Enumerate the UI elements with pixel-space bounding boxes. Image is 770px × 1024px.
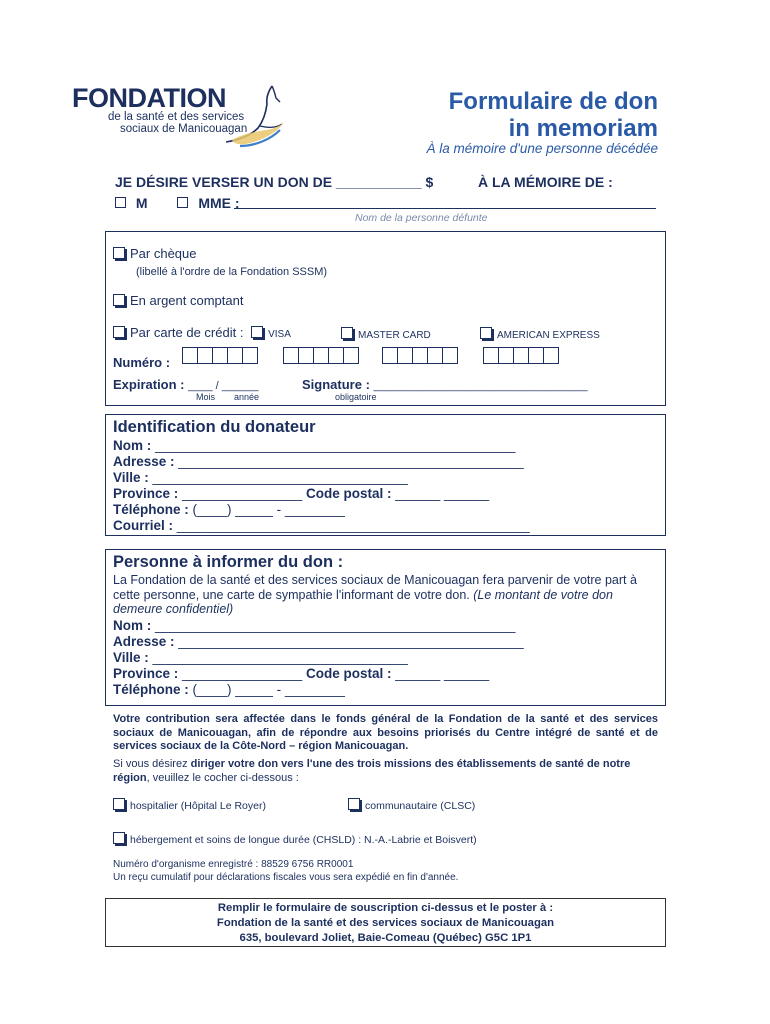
community-option[interactable] [348,798,475,812]
mr-label: M [135,195,148,211]
amex-checkbox[interactable] [480,327,492,339]
donor-postal-label: Code postal : [305,486,392,501]
month-caption: Mois [196,392,216,402]
donor-postal-field[interactable]: ______ ______ [395,486,490,501]
direct-bold: diriger votre don vers l'une des trois missions des établissements de santé de notre région [113,758,631,784]
card-option[interactable] [113,325,291,340]
donor-email-label: Courriel : [113,518,174,533]
inform-address-row[interactable] [113,634,524,650]
inform-description [113,573,658,617]
visa-label: VISA [268,329,291,340]
direct-post: , veuillez le cocher ci-dessous : [146,771,299,784]
community-label: communautaire (CLSC) [365,800,476,812]
signature-label: Signature : [302,377,370,392]
donor-email-row[interactable] [113,518,530,534]
inform-address-field[interactable]: ______________________________________________ [178,634,524,649]
inform-name-field[interactable]: ________________________________________________ [155,618,516,633]
donation-amount-line[interactable]: JE DÉSIRE VERSER UN DON DE ___________ $ [115,174,434,190]
fondation-logo [72,84,287,154]
title-choice-row [115,195,240,211]
bird-icon [220,82,290,154]
amex-option[interactable] [480,325,600,343]
donor-phone-field[interactable]: (____) _____ - ________ [192,502,345,517]
donor-section-title: Identification du donateur [113,418,316,436]
mailing-address: 635, boulevard Joliet, Baie-Comeau (Québec) G5C 1P1 [239,932,532,944]
direct-pre: Si vous désirez [113,758,191,770]
mr-checkbox[interactable] [115,197,126,208]
contribution-text: Votre contribution sera affectée dans le fonds général de la Fondation de la santé et des services sociaux de Manicouagan, afin de répondre aux besoins priorisés du Centre intégré de santé et de services sociaux de la Côte-Nord – région Manicouagan. [113,713,658,753]
mastercard-checkbox[interactable] [341,327,353,339]
mrs-checkbox[interactable] [177,197,188,208]
signature-caption: obligatoire [335,392,377,402]
form-title-line-1: Formulaire de don [448,88,658,115]
card-number-label: Numéro : [113,355,171,370]
inform-postal-field[interactable]: ______ ______ [395,666,490,681]
inform-phone-field[interactable]: (____) _____ - ________ [192,682,345,697]
mailing-address-box [105,898,666,947]
donor-city-row[interactable] [113,470,408,486]
inform-province-label: Province : [113,666,179,681]
visa-checkbox[interactable] [251,326,263,338]
mastercard-option[interactable] [341,325,431,343]
logo-subline-2: sociaux de Manicouagan [120,123,248,135]
inform-phone-row[interactable] [113,682,345,698]
card-number-group-1[interactable] [182,347,257,364]
inform-address-label: Adresse : [113,634,175,649]
mastercard-label: MASTER CARD [358,330,431,341]
donor-name-row[interactable] [113,438,515,454]
card-number-group-3[interactable] [382,347,457,364]
cheque-option[interactable] [113,246,197,261]
direct-donation-text [113,758,658,785]
inform-phone-label: Téléphone : [113,682,189,697]
cheque-checkbox[interactable] [113,247,125,259]
donor-province-row[interactable] [113,486,489,502]
amex-label: AMERICAN EXPRESS [497,330,600,341]
expiration-field[interactable]: ____ / ______ [188,380,259,392]
inform-name-row[interactable] [113,618,515,634]
tax-receipt-note: Un reçu cumulatif pour déclarations fiscales vous sera expédié en fin d'année. [113,872,459,883]
longterm-care-option[interactable] [113,832,477,846]
deceased-name-caption: Nom de la personne défunte [355,212,488,224]
form-subtitle: À la mémoire d'une personne décédée [426,141,658,156]
donor-email-field[interactable]: _______________________________________________ [176,518,530,533]
registration-number: Numéro d'organisme enregistré : 88529 6756 RR0001 [113,859,354,870]
inform-city-row[interactable] [113,650,408,666]
donor-phone-label: Téléphone : [113,502,189,517]
donor-address-field[interactable]: ______________________________________________ [178,454,524,469]
inform-province-row[interactable] [113,666,489,682]
donor-address-label: Adresse : [113,454,175,469]
card-number-group-2[interactable] [283,347,358,364]
in-memory-label: À LA MÉMOIRE DE : [478,174,613,190]
cheque-note: (libellé à l'ordre de la Fondation SSSM) [136,266,328,278]
year-caption: année [234,392,260,402]
expiration-row[interactable] [113,377,259,392]
signature-field[interactable]: ___________________________________ [373,380,588,392]
community-checkbox[interactable] [348,798,360,810]
hospital-label: hospitalier (Hôpital Le Royer) [130,800,266,812]
hospital-option[interactable] [113,798,266,812]
donor-city-field[interactable]: __________________________________ [152,470,408,485]
mailing-organization: Fondation de la santé et des services sociaux de Manicouagan [216,917,555,929]
longterm-care-label: hébergement et soins de longue durée (CHSLD) : N.-A.-Labrie et Boisvert) [130,834,477,846]
form-title-line-2: in memoriam [508,115,658,142]
cash-checkbox[interactable] [113,294,125,306]
inform-text: La Fondation de la santé et des services sociaux de Manicouagan fera parvenir de votre part à cette personne, une carte de sympathie l'informant de votre don. [113,573,637,602]
inform-name-label: Nom : [113,618,152,633]
deceased-name-field[interactable] [234,208,656,209]
donor-city-label: Ville : [113,470,149,485]
cash-label: En argent comptant [130,293,244,308]
donor-address-row[interactable] [113,454,524,470]
logo-subline-1: de la santé et des services [108,111,245,123]
inform-province-field[interactable]: ________________ [182,666,303,681]
donor-name-label: Nom : [113,438,152,453]
hospital-checkbox[interactable] [113,798,125,810]
logo-wordmark: FONDATION [72,83,226,113]
inform-section-title: Personne à informer du don : [113,553,344,571]
card-checkbox[interactable] [113,326,125,338]
cheque-label: Par chèque [130,246,197,261]
inform-text-confidential: (Le montant de votre don demeure confidentiel) [113,587,613,616]
signature-row[interactable] [302,377,588,392]
longterm-care-checkbox[interactable] [113,832,125,844]
donor-name-field[interactable]: ________________________________________________ [155,438,516,453]
inform-city-label: Ville : [113,650,149,665]
donor-province-field[interactable]: ________________ [182,486,303,501]
donor-province-label: Province : [113,486,179,501]
card-label: Par carte de crédit : [130,325,244,340]
mrs-label: MME : [198,195,240,211]
inform-postal-label: Code postal : [305,666,392,681]
donor-phone-row[interactable] [113,502,345,518]
cash-option[interactable] [113,293,243,308]
expiration-label: Expiration : [113,377,185,392]
card-number-group-4[interactable] [483,347,558,364]
mailing-instruction: Remplir le formulaire de souscription ci-dessus et le poster à : [217,902,554,914]
inform-city-field[interactable]: __________________________________ [152,650,408,665]
